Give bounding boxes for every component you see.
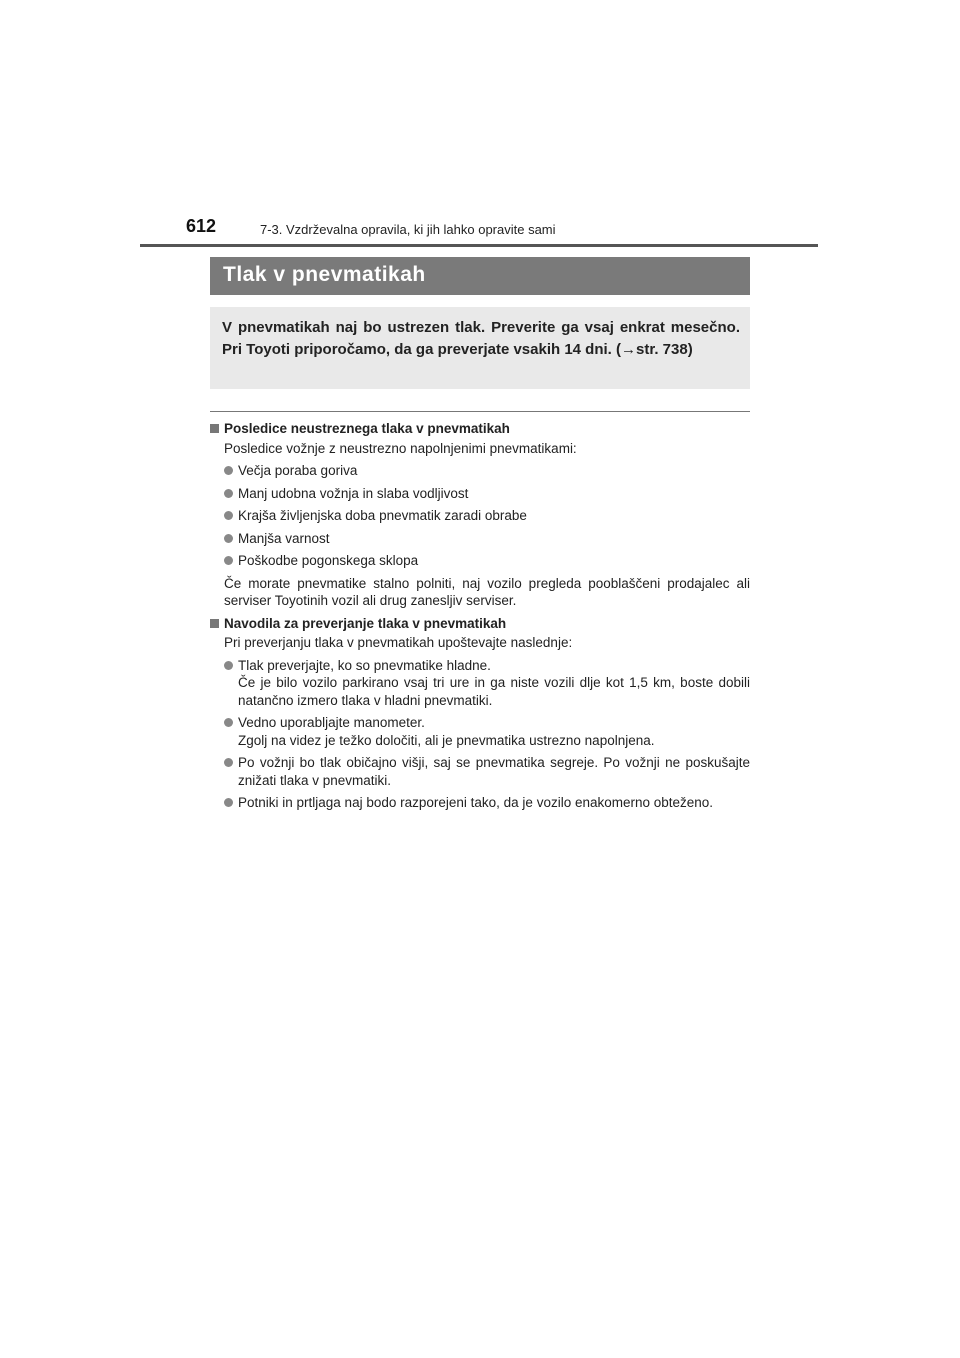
section-rule	[210, 411, 750, 412]
section-heading-text: Navodila za preverjanje tlaka v pnevmatikah	[224, 615, 507, 631]
round-bullet-icon	[224, 758, 233, 767]
section-heading-text: Posledice neustreznega tlaka v pnevmatikah	[224, 421, 510, 436]
square-bullet-icon	[210, 619, 219, 628]
list-item: Po vožnji bo tlak običajno višji, saj se pnevmatika segreje. Po vožnji ne poskušajte znižati tlaka v pnevmatiki.	[210, 754, 750, 789]
section-closing: Če morate pnevmatike stalno polniti, naj vozilo pregleda pooblaščeni prodajalec ali serviser Toyotinih vozil ali drug zanesljiv serviser.	[224, 575, 750, 608]
round-bullet-icon	[224, 466, 233, 475]
intro-text: V pnevmatikah naj bo ustrezen tlak. Preverite ga vsaj enkrat mesečno. Pri Toyoti priporočamo, da ga preverjate vsakih 14 dni. (→str. 738)	[222, 319, 740, 358]
header-rule	[140, 244, 818, 247]
list-item: Večja poraba goriva	[210, 462, 750, 480]
round-bullet-icon	[224, 661, 233, 670]
running-header: 7-3. Vzdrževalna opravila, ki jih lahko opravite sami	[260, 222, 556, 237]
round-bullet-icon	[224, 511, 233, 520]
content	[210, 419, 750, 817]
title-bar	[210, 257, 750, 295]
round-bullet-icon	[224, 556, 233, 565]
list-item: Vedno uporabljajte manometer. Zgolj na videz je težko določiti, ali je pnevmatika ustrezno napolnjena.	[210, 714, 750, 749]
page-title: Tlak v pnevmatikah	[223, 263, 426, 286]
round-bullet-icon	[224, 534, 233, 543]
list-item: Manj udobna vožnja in slaba vodljivost	[210, 485, 750, 503]
list-item: Poškodbe pogonskega sklopa	[210, 552, 750, 570]
round-bullet-icon	[224, 489, 233, 498]
page-number: 612	[186, 216, 217, 236]
round-bullet-icon	[224, 718, 233, 727]
list-item: Manjša varnost	[210, 530, 750, 548]
square-bullet-icon	[210, 424, 219, 433]
section-lead: Posledice vožnje z neustrezno napolnjenimi pnevmatikami:	[224, 440, 577, 456]
intro-box	[210, 307, 750, 389]
list-item: Potniki in prtljaga naj bodo razporejeni tako, da je vozilo enakomerno obteženo.	[210, 794, 750, 812]
round-bullet-icon	[224, 798, 233, 807]
section-heading-instructions	[210, 615, 750, 633]
list-item: Krajša življenjska doba pnevmatik zaradi obrabe	[210, 507, 750, 525]
section-heading-consequences	[210, 420, 750, 438]
list-item: Tlak preverjajte, ko so pnevmatike hladne. Če je bilo vozilo parkirano vsaj tri ure in ga niste vozili dlje kot 1,5 km, boste dobili natančno izmero tlaka v hladni pnevmatiki.	[210, 657, 750, 710]
section-lead: Pri preverjanju tlaka v pnevmatikah upoštevajte naslednje:	[224, 635, 573, 650]
